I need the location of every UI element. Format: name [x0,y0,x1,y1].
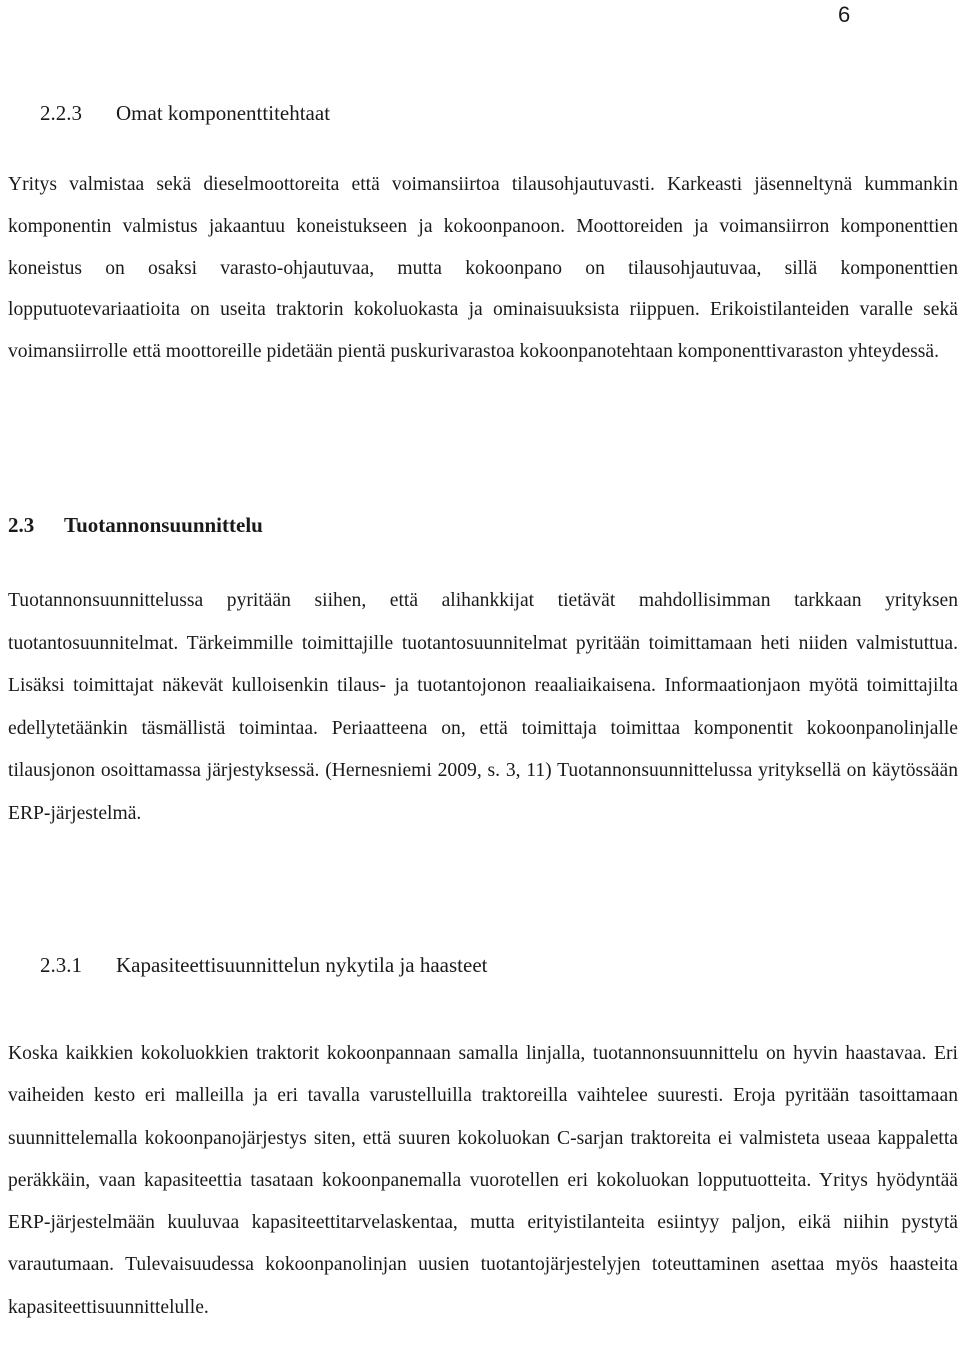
page-number: 6 [838,2,851,27]
section-heading-2-2-3 [40,100,330,126]
paragraph-2-2-3: Yritys valmistaa sekä dieselmoottoreita että voimansiirtoa tilausohjautuvasti. Karkeasti jäsenneltynä kummankin komponentin valmistus jakaantuu koneistukseen ja kokoonpanoon. Moottoreiden ja voimansiirron komponenttien koneistus on osaksi varasto-ohjautuvaa, mutta kokoonpano on tilausohjautuvaa, sillä komponenttien lopputuotevariaatioita on useita traktorin kokoluokasta ja ominaisuuksista riippuen. Erikoistilanteiden varalle sekä voimansiirrolle että moottoreille pidetään pientä puskurivarastoa kokoonpanotehtaan komponenttivaraston yhteydessä. [8,174,958,363]
section-number: 2.2.3 [40,101,82,125]
section-title: Omat komponenttitehtaat [116,101,331,125]
section-title: Kapasiteettisuunnittelun nykytila ja haasteet [116,953,488,977]
section-number: 2.3 [8,513,35,537]
paragraph-2-3-1: Koska kaikkien kokoluokkien traktorit kokoonpannaan samalla linjalla, tuotannonsuunnittelu on hyvin haastavaa. Eri vaiheiden kesto eri malleilla ja eri tavalla varustelluilla traktoreilla vaihtelee suuresti. Eroja pyritään tasoittamaan suunnittelemalla kokoonpanojärjestys siten, että suuren kokoluokan C-sarjan traktoreita ei valmisteta useaa kappaletta peräkkäin, vaan kapasiteettia tasataan kokoonpanemalla vuorotellen eri kokoluokan lopputuotteita. Yritys hyödyntää ERP-järjestelmään kuuluvaa kapasiteettitarvelaskentaa, mutta erityistilanteita esiintyy paljon, eikä niihin pystytä varautumaan. Tulevaisuudessa kokoonpanolinjan uusien tuotantojärjestelyjen toteuttaminen asettaa myös haasteita kapasiteettisuunnittelulle. [8,1043,958,1318]
section-title: Tuotannonsuunnittelu [64,513,263,537]
paragraph-2-3: Tuotannonsuunnittelussa pyritään siihen, että alihankkijat tietävät mahdollisimman tarkkaan yrityksen tuotantosuunnitelmat. Tärkeimmille toimittajille tuotantosuunnitelmat pyritään toimittamaan heti niiden valmistuttua. Lisäksi toimittajat näkevät kulloisenkin tilaus- ja tuotantojonon reaaliaikaisena. Informaationjaon myötä toimittajilta edellytetäänkin täsmällistä toimintaa. Periaatteena on, että toimittaja toimittaa komponentit kokoonpanolinjalle tilausjonon osoittamassa järjestyksessä. (Hernesniemi 2009, s. 3, 11) Tuotannonsuunnittelussa yrityksellä on käytössään ERP-järjestelmä. [8,590,958,824]
section-number: 2.3.1 [40,953,82,977]
section-heading-2-3-1 [40,952,487,978]
section-heading-2-3 [8,512,263,538]
